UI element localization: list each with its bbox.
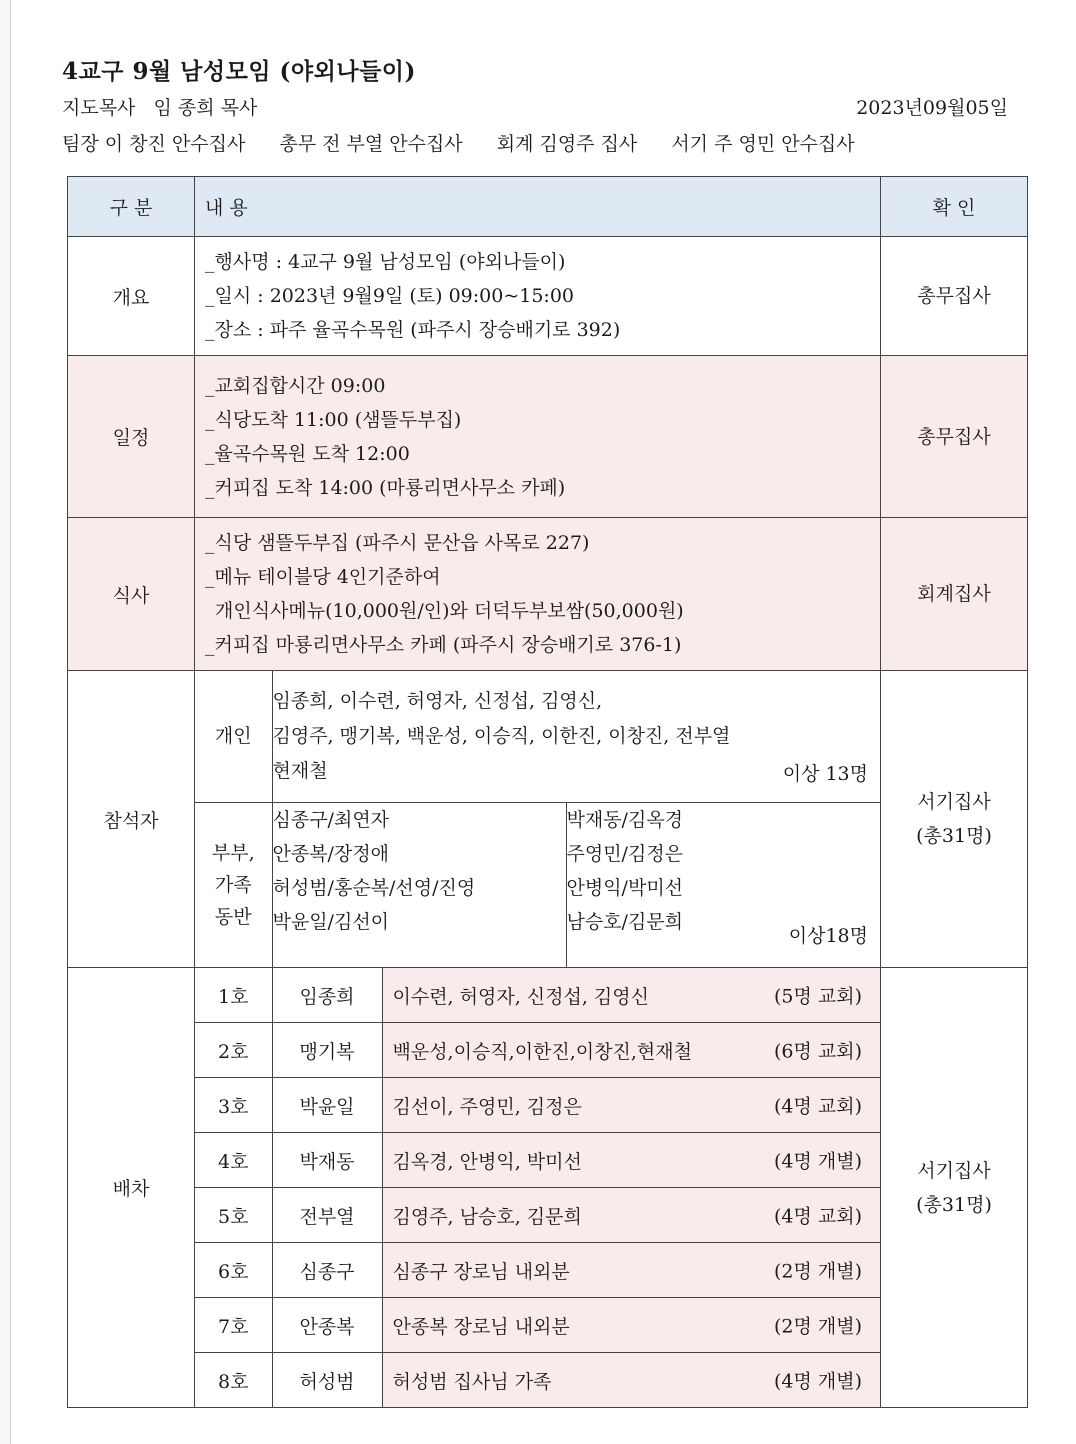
meal-content <box>195 518 881 671</box>
passenger-list: 심종구 장로님 내외분 <box>392 1260 570 1283</box>
header-content: 내 용 <box>195 177 881 237</box>
page-edge <box>0 0 11 1444</box>
family-label <box>195 802 272 967</box>
vehicle-note: (4명 교회) <box>773 1205 862 1228</box>
vehicle-row <box>195 1078 880 1133</box>
vehicle-passengers <box>382 1298 880 1353</box>
passenger-list: 김영주, 남승호, 김문희 <box>392 1205 582 1228</box>
passenger-list: 안종복 장로님 내외분 <box>392 1315 570 1338</box>
family-label-line: 부부, <box>211 841 255 864</box>
individual-row <box>195 671 880 802</box>
individual-line: 김영주, 맹기복, 백운성, 이승직, 이한진, 이창진, 전부열 <box>272 724 731 747</box>
attendees-row <box>68 671 1028 968</box>
individual-line: 임종희, 이수련, 허영자, 신정섭, 김영신, <box>272 689 603 712</box>
vehicles-confirm <box>881 968 1028 1408</box>
vehicles-row <box>68 968 1028 1408</box>
vehicle-note: (4명 교회) <box>773 1095 862 1118</box>
vehicles-inner-table <box>195 968 880 1407</box>
vehicle-row <box>195 1353 880 1408</box>
family-label-line: 가족 <box>214 873 252 896</box>
vehicle-passengers <box>382 1078 880 1133</box>
family-list-right <box>566 802 880 967</box>
meal-line: _식당 샘뜰두부집 (파주시 문산읍 사목로 227) <box>205 532 590 554</box>
staff-general: 총무 전 부열 안수집사 <box>279 133 463 155</box>
schedule-confirm: 총무집사 <box>881 356 1028 518</box>
overview-line: _행사명 : 4교구 9월 남성모임 (야외나들이) <box>205 251 566 273</box>
vehicle-number: 7호 <box>195 1298 272 1353</box>
family-list-left <box>272 802 566 967</box>
vehicle-passengers <box>382 1133 880 1188</box>
vehicle-row <box>195 1298 880 1353</box>
attendees-confirm-total: (총31명) <box>916 825 992 847</box>
overview-confirm: 총무집사 <box>881 237 1028 356</box>
family-entry: 박재동/김옥경 <box>566 808 684 831</box>
passenger-list: 백운성,이승직,이한진,이창진,현재철 <box>392 1040 692 1063</box>
staff-leader: 팀장 이 창진 안수집사 <box>62 133 246 155</box>
vehicle-note: (2명 개별) <box>773 1315 862 1338</box>
vehicle-driver: 전부열 <box>272 1188 382 1243</box>
staff-line <box>62 126 1008 162</box>
vehicles-category: 배차 <box>68 968 195 1408</box>
attendees-inner-table <box>195 671 880 967</box>
schedule-line: _교회집합시간 09:00 <box>205 374 386 397</box>
vehicle-passengers <box>382 1353 880 1408</box>
event-table <box>67 176 1028 1408</box>
vehicle-note: (5명 교회) <box>773 985 862 1008</box>
schedule-line: _식당도착 11:00 (샘뜰두부집) <box>205 408 462 431</box>
family-row <box>195 802 880 967</box>
family-entry: 안종복/장정애 <box>272 842 390 865</box>
vehicle-driver: 맹기복 <box>272 1023 382 1078</box>
vehicle-driver: 박재동 <box>272 1133 382 1188</box>
vehicle-passengers <box>382 1188 880 1243</box>
vehicle-note: (2명 개별) <box>773 1260 862 1283</box>
meal-confirm: 회계집사 <box>881 518 1028 671</box>
vehicle-number: 1호 <box>195 968 272 1023</box>
vehicle-driver: 안종복 <box>272 1298 382 1353</box>
vehicle-number: 4호 <box>195 1133 272 1188</box>
family-entry: 허성범/홍순복/선영/진영 <box>272 876 476 899</box>
family-entry: 남승호/김문희 <box>566 910 684 933</box>
vehicles-confirm-role: 서기집사 <box>917 1159 991 1182</box>
pastor-name: 지도목사 임 종희 목사 <box>62 97 258 119</box>
passenger-list: 김선이, 주영민, 김정은 <box>392 1095 582 1118</box>
document-date: 2023년09월05일 <box>856 97 1008 119</box>
vehicle-note: (6명 교회) <box>773 1040 862 1063</box>
vehicle-row <box>195 1243 880 1298</box>
schedule-line: _율곡수목원 도착 12:00 <box>205 442 410 465</box>
meal-category: 식사 <box>68 518 195 671</box>
pastor-line <box>62 90 1008 126</box>
individual-label: 개인 <box>195 671 272 802</box>
vehicle-row <box>195 968 880 1023</box>
meal-line: _커피집 마룡리면사무소 카페 (파주시 장승배기로 376-1) <box>205 634 682 656</box>
overview-category: 개요 <box>68 237 195 356</box>
vehicle-driver: 심종구 <box>272 1243 382 1298</box>
document-header <box>62 54 1008 162</box>
overview-line: _장소 : 파주 율곡수목원 (파주시 장승배기로 392) <box>205 319 621 341</box>
passenger-list: 허성범 집사님 가족 <box>392 1370 552 1393</box>
table-header-row <box>68 177 1028 237</box>
vehicle-number: 5호 <box>195 1188 272 1243</box>
vehicle-driver: 임종희 <box>272 968 382 1023</box>
schedule-category: 일정 <box>68 356 195 518</box>
attendees-category: 참석자 <box>68 671 195 968</box>
vehicle-passengers <box>382 1023 880 1078</box>
family-count: 이상18명 <box>788 925 868 947</box>
vehicles-content <box>195 968 881 1408</box>
overview-content <box>195 237 881 356</box>
document-title: 4교구 9월 남성모임 (야외나들이) <box>62 58 416 85</box>
family-label-line: 동반 <box>214 905 252 928</box>
staff-treasurer: 회계 김영주 집사 <box>496 133 638 155</box>
staff-secretary: 서기 주 영민 안수집사 <box>671 133 855 155</box>
schedule-line: _커피집 도착 14:00 (마룡리면사무소 카페) <box>205 476 566 499</box>
vehicle-driver: 허성범 <box>272 1353 382 1408</box>
individual-count: 이상 13명 <box>782 762 868 785</box>
vehicles-confirm-total: (총31명) <box>916 1193 992 1216</box>
header-category: 구 분 <box>68 177 195 237</box>
overview-row <box>68 237 1028 356</box>
family-entry: 박윤일/김선이 <box>272 910 390 933</box>
family-entry: 안병익/박미선 <box>566 876 684 899</box>
individual-line: 현재철 <box>272 759 328 782</box>
attendees-confirm <box>881 671 1028 968</box>
individual-names <box>272 671 880 802</box>
passenger-list: 김옥경, 안병익, 박미선 <box>392 1150 582 1173</box>
attendees-content <box>195 671 881 968</box>
header-confirm: 확 인 <box>881 177 1028 237</box>
vehicle-driver: 박윤일 <box>272 1078 382 1133</box>
vehicle-row <box>195 1188 880 1243</box>
attendees-confirm-role: 서기집사 <box>917 791 991 813</box>
schedule-content <box>195 356 881 518</box>
family-entry: 주영민/김정은 <box>566 842 684 865</box>
vehicle-passengers <box>382 968 880 1023</box>
meal-line: 개인식사메뉴(10,000원/인)와 더덕두부보쌈(50,000원) <box>215 600 684 622</box>
vehicle-number: 8호 <box>195 1353 272 1408</box>
schedule-row <box>68 356 1028 518</box>
vehicle-passengers <box>382 1243 880 1298</box>
vehicle-row <box>195 1133 880 1188</box>
vehicle-note: (4명 개별) <box>773 1150 862 1173</box>
passenger-list: 이수련, 허영자, 신정섭, 김영신 <box>392 985 649 1008</box>
meal-line: _메뉴 테이블당 4인기준하여 <box>205 566 441 588</box>
vehicle-note: (4명 개별) <box>773 1370 862 1393</box>
vehicle-number: 6호 <box>195 1243 272 1298</box>
meal-row <box>68 518 1028 671</box>
vehicle-row <box>195 1023 880 1078</box>
overview-line: _일시 : 2023년 9월9일 (토) 09:00~15:00 <box>205 285 575 307</box>
vehicle-number: 3호 <box>195 1078 272 1133</box>
family-entry: 심종구/최연자 <box>272 808 390 831</box>
vehicle-number: 2호 <box>195 1023 272 1078</box>
